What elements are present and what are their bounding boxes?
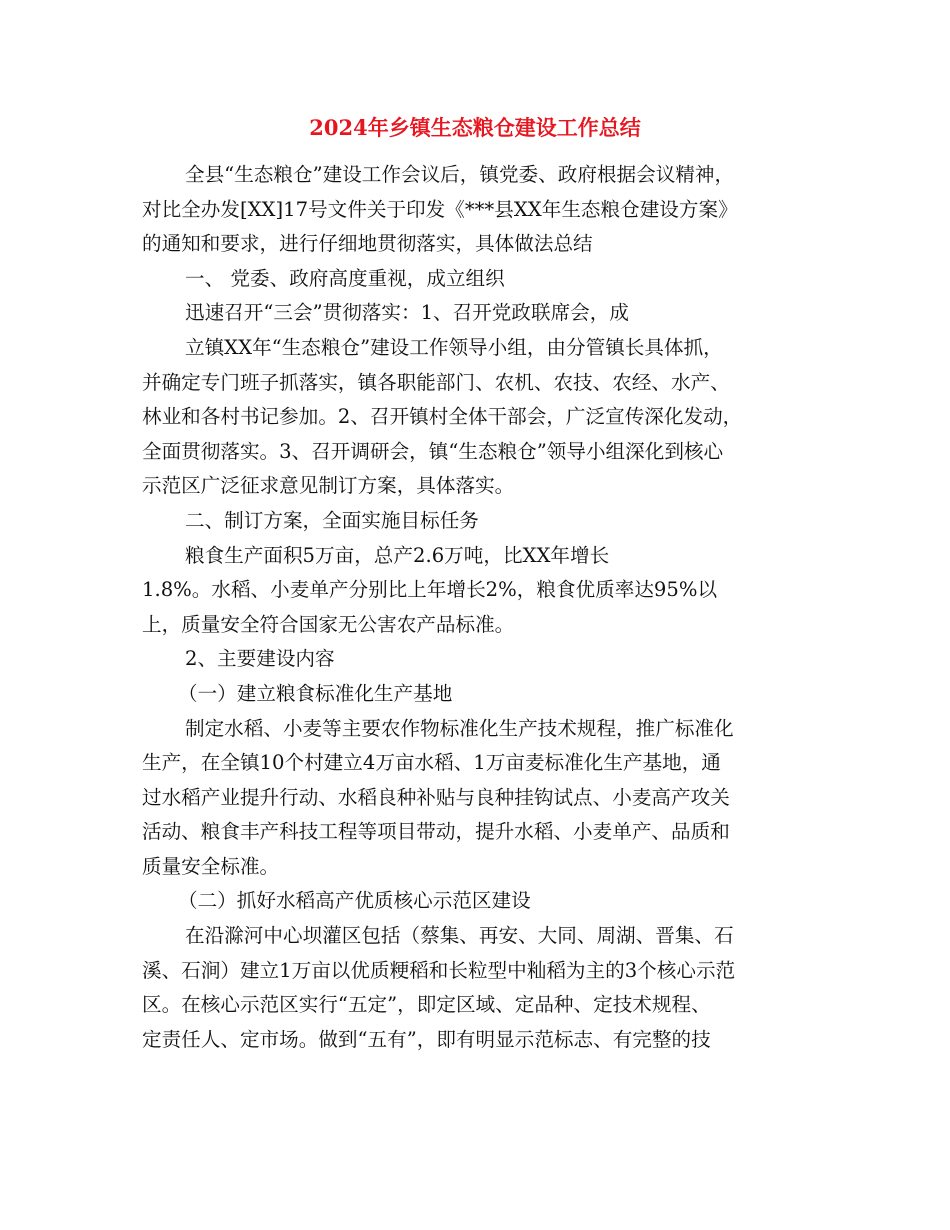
- paragraph-line: 并确定专门班子抓落实，镇各职能部门、农机、农技、农经、水产、: [142, 370, 730, 394]
- subsection-heading: （一）建立粮食标准化生产基地: [178, 681, 453, 705]
- paragraph-line: 生产，在全镇10个村建立4万亩水稻、1万亩麦标准化生产基地，通: [142, 751, 721, 775]
- paragraph-line: 全面贯彻落实。3、召开调研会，镇“生态粮仓”领导小组深化到核心: [142, 439, 724, 463]
- paragraph-line: 林业和各村书记参加。2、召开镇村全体干部会，广泛宣传深化发动，: [142, 405, 743, 429]
- subsection-heading: （二）抓好水稻高产优质核心示范区建设: [178, 889, 531, 913]
- section-heading: 2、主要建设内容: [185, 647, 335, 671]
- paragraph-line: 上，质量安全符合国家无公害农产品标准。: [142, 612, 515, 636]
- paragraph-line: 对比全办发[XX]17号文件关于印发《***县XX年生态粮仓建设方案》: [142, 197, 738, 221]
- paragraph-line: 区。在核心示范区实行“五定”，即定区域、定品种、定技术规程、: [142, 993, 711, 1017]
- paragraph-line: 制定水稻、小麦等主要农作物标准化生产技术规程，推广标准化: [185, 716, 734, 740]
- section-heading: 二、制订方案，全面实施目标任务: [185, 508, 479, 532]
- section-heading: 一、 党委、政府高度重视，成立组织: [185, 266, 505, 290]
- paragraph-line: 过水稻产业提升行动、水稻良种补贴与良种挂钩试点、小麦高产攻关: [142, 785, 730, 809]
- paragraph-line: 粮食生产面积5万亩，总产2.6万吨，比XX年增长: [185, 543, 610, 567]
- paragraph-line: 迅速召开“三会”贯彻落实：1、召开党政联席会，成: [185, 301, 629, 325]
- document-title: 2024年乡镇生态粮仓建设工作总结: [309, 115, 641, 140]
- paragraph-line: 1.8%。水稻、小麦单产分别比上年增长2%，粮食优质率达95%以: [142, 578, 718, 602]
- paragraph-line: 的通知和要求，进行仔细地贯彻落实，具体做法总结: [142, 232, 593, 256]
- paragraph-line: 全县“生态粮仓”建设工作会议后，镇党委、政府根据会议精神，: [185, 163, 735, 186]
- document-body: [142, 158, 802, 1057]
- paragraph-line: 质量安全标准。: [142, 854, 280, 878]
- paragraph-line: 定责任人、定市场。做到“五有”，即有明显示范标志、有完整的技: [142, 1027, 711, 1051]
- paragraph-line: 在沿滁河中心坝灌区包括（蔡集、再安、大同、周湖、晋集、石: [185, 924, 734, 948]
- paragraph-line: 活动、粮食丰产科技工程等项目带动，提升水稻、小麦单产、品质和: [142, 820, 730, 844]
- paragraph-line: 示范区广泛征求意见制订方案，具体落实。: [142, 474, 515, 498]
- paragraph-line: 溪、石涧）建立1万亩以优质粳稻和长粒型中籼稻为主的3个核心示范: [142, 958, 736, 982]
- paragraph-line: 立镇XX年“生态粮仓”建设工作领导小组，由分管镇长具体抓，: [185, 335, 723, 359]
